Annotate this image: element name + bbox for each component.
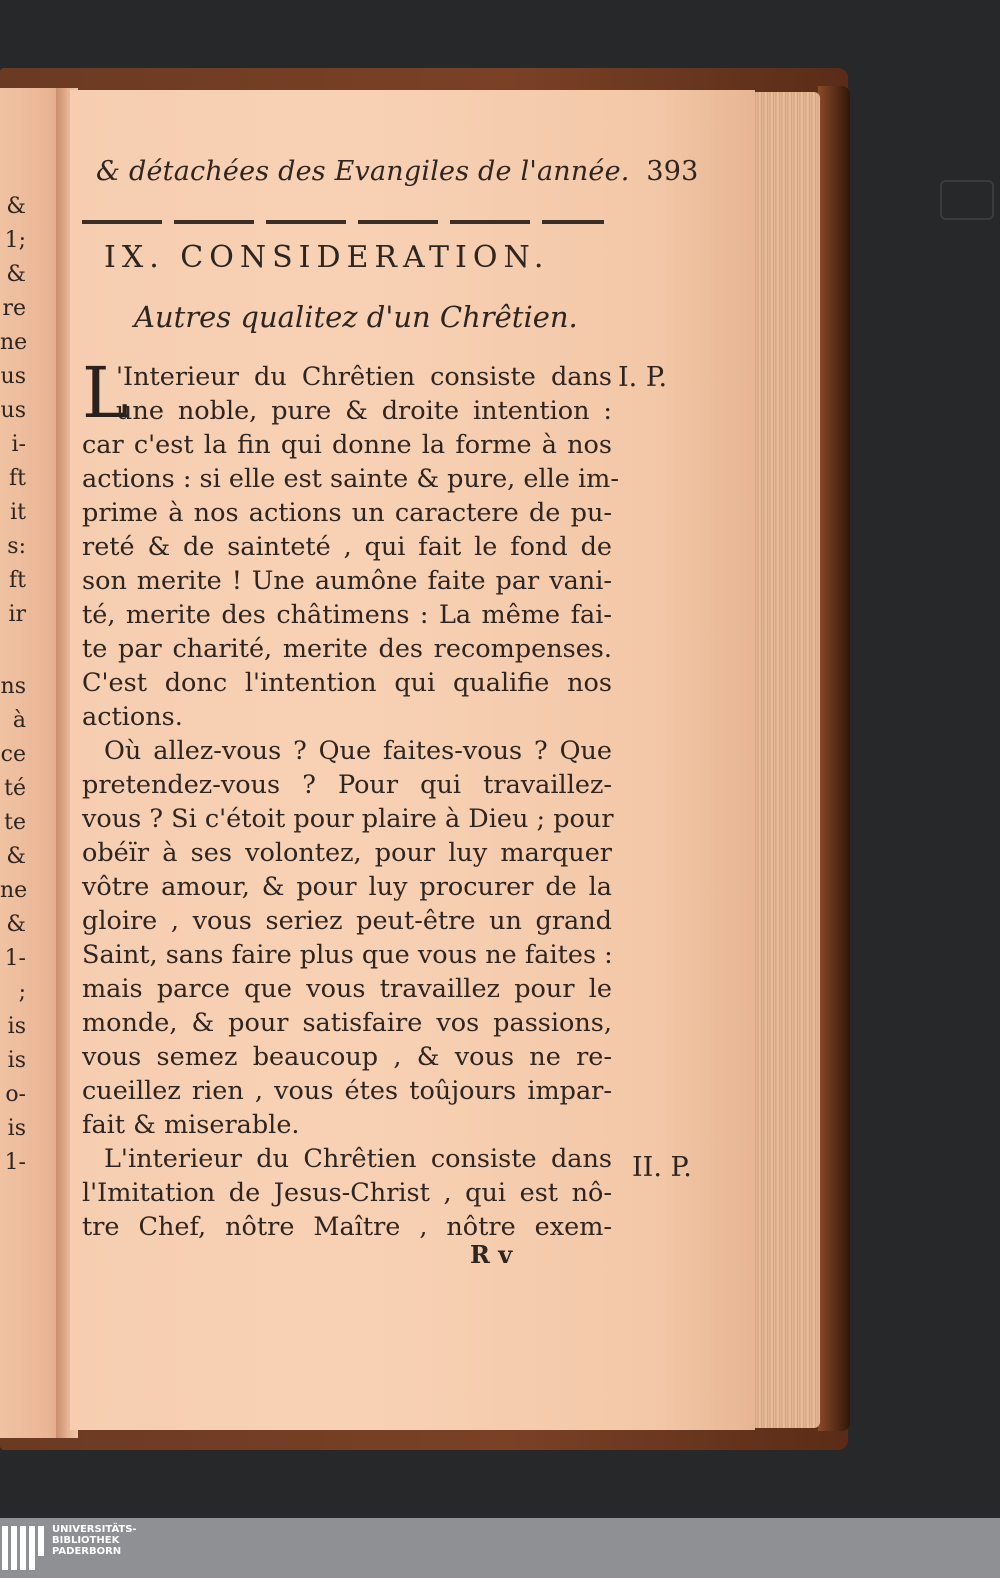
- text-line: tre Chef, nôtre Maître , nôtre exem-: [82, 1212, 612, 1242]
- text-line: 'Interieur du Chrêtien consiste dans: [116, 362, 612, 392]
- left-page-fragment: o-: [5, 1082, 26, 1107]
- text-line: C'est donc l'intention qui qualifie nos: [82, 668, 612, 698]
- left-page-fragment: te: [4, 810, 26, 835]
- left-page-fragment: is: [7, 1048, 26, 1073]
- text-line: té, merite des châtimens : La même fai-: [82, 600, 612, 630]
- scanner-clip: [940, 180, 994, 220]
- page-edges: [750, 92, 820, 1428]
- left-page-fragment: s:: [7, 534, 26, 559]
- paragraph-1: [82, 352, 619, 734]
- text-line: prime à nos actions un caractere de pu-: [82, 498, 612, 528]
- text-line: Saint, sans faire plus que vous ne faites :: [82, 940, 613, 970]
- left-page-fragment: 1-: [4, 1150, 26, 1175]
- left-page-fragment: ir: [8, 602, 26, 627]
- text-line: pretendez-vous ? Pour qui travaillez-: [82, 770, 612, 800]
- running-head-text: & détachées des Evangiles de l'année.: [96, 156, 630, 187]
- text-line: actions.: [82, 702, 183, 732]
- drop-capital: L: [82, 352, 129, 434]
- text-line: Où allez-vous ? Que faites-vous ? Que: [104, 736, 612, 766]
- left-page-fragment: &: [6, 194, 26, 219]
- library-name-line-1: UNIVERSITÄTS-: [52, 1524, 137, 1535]
- text-line: fait & miserable.: [82, 1110, 300, 1140]
- paragraph-3: [82, 1142, 612, 1244]
- library-name-line-2: BIBLIOTHEK: [52, 1535, 120, 1546]
- left-page-fragment: à: [12, 708, 26, 733]
- body-text: [82, 352, 619, 1244]
- text-line: obéïr à ses volontez, pour luy marquer: [82, 838, 612, 868]
- text-line: car c'est la fin qui donne la forme à nos: [82, 430, 612, 460]
- left-page-fragment: is: [7, 1014, 26, 1039]
- header-rule: [82, 220, 604, 224]
- left-page-fragment: ft: [9, 568, 26, 593]
- text-line: vôtre amour, & pour luy procurer de la: [82, 872, 612, 902]
- library-name-line-3: PADERBORN: [52, 1546, 122, 1557]
- margin-note-second: II. P.: [632, 1152, 692, 1183]
- text-line: cueillez rien , vous étes toûjours impar-: [82, 1076, 612, 1106]
- text-line: l'Imitation de Jesus-Christ , qui est nô-: [82, 1178, 612, 1208]
- left-page-fragment: us: [0, 398, 26, 423]
- paragraph-2: [82, 734, 612, 1142]
- running-head: [96, 156, 699, 187]
- left-page-fragment: ns: [0, 674, 26, 699]
- text-line: gloire , vous seriez peut-être un grand: [82, 906, 612, 936]
- left-page-fragment: ft: [9, 466, 26, 491]
- left-page-fragment: it: [10, 500, 26, 525]
- left-page-fragment: us: [0, 364, 26, 389]
- left-page-fragment: i-: [11, 432, 26, 457]
- left-page-fragment: ;: [18, 980, 26, 1005]
- text-line: vous ? Si c'étoit pour plaire à Dieu ; pour: [82, 804, 614, 834]
- text-line: son merite ! Une aumône faite par vani-: [82, 566, 612, 596]
- left-page-fragment: is: [7, 1116, 26, 1141]
- library-name: [52, 1524, 137, 1557]
- signature-mark: R v: [470, 1240, 513, 1269]
- left-page-fragment: &: [6, 262, 26, 287]
- section-heading: IX. CONSIDERATION.: [104, 240, 550, 275]
- left-page-fragment: ne: [0, 330, 28, 355]
- library-footer: [0, 1518, 1000, 1578]
- library-logo-icon: [2, 1526, 46, 1570]
- text-line: une noble, pure & droite intention :: [116, 396, 612, 426]
- left-page-fragment: 1;: [4, 228, 26, 253]
- left-page-fragment: té: [4, 776, 26, 801]
- cover-edge: [818, 86, 850, 1431]
- text-line: monde, & pour satisfaire vos passions,: [82, 1008, 612, 1038]
- left-page-fragment: re: [2, 296, 26, 321]
- margin-note-first: I. P.: [618, 362, 668, 393]
- text-line: reté & de sainteté , qui fait le fond de: [82, 532, 612, 562]
- left-page-fragment: 1-: [4, 946, 26, 971]
- text-line: L'interieur du Chrêtien consiste dans: [104, 1144, 612, 1174]
- text-line: mais parce que vous travaillez pour le: [82, 974, 612, 1004]
- left-page-fragment: &: [6, 844, 26, 869]
- left-page-fragment: &: [6, 912, 26, 937]
- left-page-fragment: ne: [0, 878, 28, 903]
- text-line: vous semez beaucoup , & vous ne re-: [82, 1042, 612, 1072]
- section-subheading: Autres qualitez d'un Chrêtien.: [134, 300, 578, 334]
- text-line: te par charité, merite des recompenses.: [82, 634, 612, 664]
- text-line: actions : si elle est sainte & pure, elle im-: [82, 464, 619, 494]
- left-page-fragment: ce: [0, 742, 26, 767]
- page-number: 393: [646, 156, 699, 187]
- right-page: [70, 90, 755, 1430]
